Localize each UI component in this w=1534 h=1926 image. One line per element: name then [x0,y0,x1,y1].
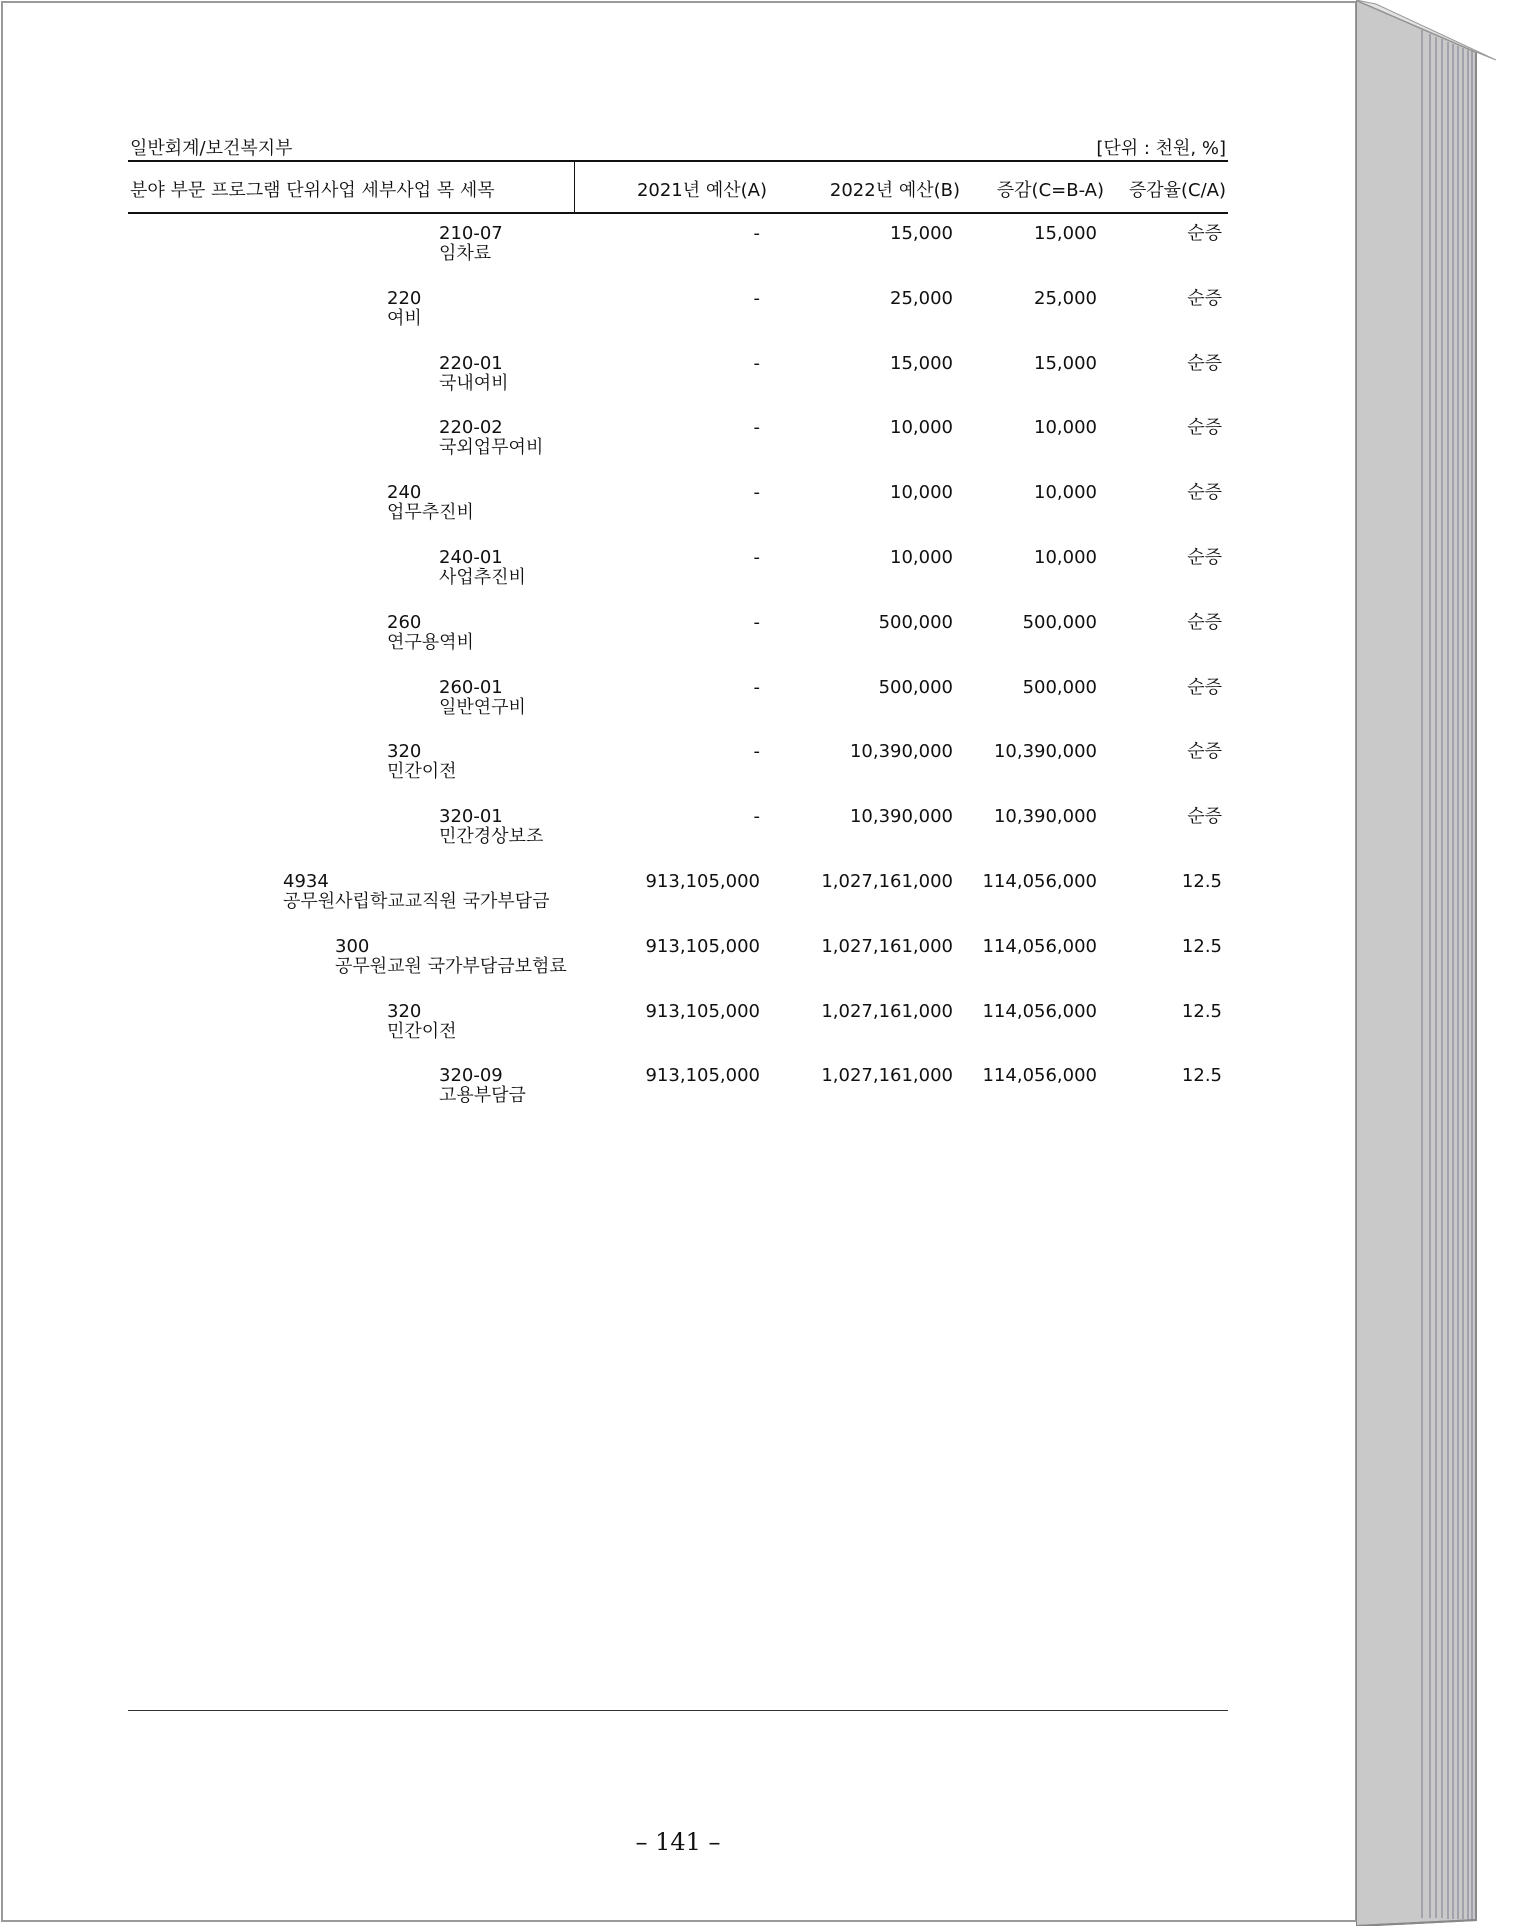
row-name: 사업추진비 [439,567,526,588]
row-name: 연구용역비 [387,631,474,653]
row-name: 공무원사립학교교직원 국가부담금 [283,891,550,912]
table-row [128,668,1228,732]
row-budget-2021: - [753,482,760,504]
row-budget-2022: 10,000 [890,417,953,439]
row-budget-2022: 10,390,000 [849,806,953,828]
budget-table [128,130,1228,1714]
row-name: 민간경상보조 [439,826,544,848]
row-change: 15,000 [1034,223,1097,244]
row-budget-2021: - [753,676,760,698]
row-name: 임차료 [439,243,492,264]
account-label: 일반회계/보건복지부 [130,138,293,159]
row-budget-2021: - [753,223,760,244]
table-body [128,214,1228,1714]
row-change-rate: 12.5 [1181,1065,1222,1087]
row-name: 국외업무여비 [439,437,544,459]
row-budget-2021: - [753,611,760,633]
row-code: 240-01 [439,547,503,568]
row-budget-2022: 15,000 [890,223,953,244]
table-row [128,603,1228,667]
footer-rule [128,1710,1228,1711]
row-budget-2022: 15,000 [890,352,953,374]
row-change: 10,000 [1034,417,1097,439]
table-row [128,927,1228,991]
row-change-rate: 12.5 [1181,871,1222,892]
row-code: 320-09 [439,1065,503,1087]
row-code: 220-01 [439,352,503,374]
row-change: 114,056,000 [982,871,1097,892]
page-number: – 141 – [635,1828,721,1856]
row-budget-2022: 10,390,000 [849,741,953,763]
row-change: 15,000 [1034,352,1097,374]
row-change-rate: 순증 [1187,352,1222,374]
table-row [128,992,1228,1056]
table-row [128,279,1228,343]
row-name: 업무추진비 [387,502,474,524]
row-change-rate: 순증 [1187,741,1222,763]
row-budget-2021: - [753,741,760,763]
row-change-rate: 순증 [1187,287,1222,309]
row-change: 10,000 [1034,547,1097,568]
book-page-edges [1356,0,1534,1926]
row-change: 500,000 [1022,611,1097,633]
row-change: 25,000 [1034,287,1097,309]
row-budget-2022: 500,000 [878,676,953,698]
row-code: 260 [387,611,422,633]
row-budget-2022: 1,027,161,000 [821,871,953,892]
row-change-rate: 12.5 [1181,935,1222,957]
row-code: 220-02 [439,417,503,439]
row-budget-2022: 1,027,161,000 [821,1065,953,1087]
header-budget-2021: 2021년 예산(A) [636,180,767,201]
header-divider [574,162,575,212]
row-change: 10,390,000 [993,741,1097,763]
row-name: 일반연구비 [439,696,526,718]
row-budget-2021: - [753,287,760,309]
row-budget-2021: - [753,547,760,568]
row-code: 300 [335,935,370,957]
row-budget-2022: 500,000 [878,611,953,633]
row-change: 500,000 [1022,676,1097,698]
row-name: 국내여비 [439,372,509,394]
row-change-rate: 12.5 [1181,1000,1222,1022]
table-row [128,214,1228,278]
row-budget-2021: 913,105,000 [645,935,760,957]
table-row [128,473,1228,537]
row-name: 공무원교원 국가부담금보험료 [335,955,567,977]
row-code: 320-01 [439,806,503,828]
unit-label: [단위 : 천원, %] [1096,138,1226,159]
row-change: 10,390,000 [993,806,1097,828]
row-name: 민간이전 [387,1020,457,1042]
row-code: 4934 [283,871,329,892]
row-code: 210-07 [439,223,503,244]
row-name: 여비 [387,307,422,329]
table-row [128,797,1228,861]
row-budget-2021: - [753,352,760,374]
row-change-rate: 순증 [1187,806,1222,828]
row-code: 220 [387,287,422,309]
table-caption [128,130,1228,160]
header-budget-2022: 2022년 예산(B) [829,180,960,201]
row-budget-2021: 913,105,000 [645,1065,760,1087]
table-row [128,862,1228,926]
row-code: 320 [387,741,422,763]
header-change-rate: 증감율(C/A) [1128,180,1226,201]
header-category: 분야 부문 프로그램 단위사업 세부사업 목 세목 [130,180,495,201]
row-budget-2022: 10,000 [890,482,953,504]
table-row [128,732,1228,796]
row-name: 고용부담금 [439,1085,526,1107]
table-header [128,162,1228,212]
row-budget-2022: 25,000 [890,287,953,309]
row-code: 260-01 [439,676,503,698]
row-budget-2021: 913,105,000 [645,1000,760,1022]
row-change-rate: 순증 [1187,223,1222,244]
row-budget-2021: - [753,806,760,828]
row-change-rate: 순증 [1187,417,1222,439]
row-change-rate: 순증 [1187,482,1222,504]
row-name: 민간이전 [387,761,457,783]
row-change-rate: 순증 [1187,547,1222,568]
row-change-rate: 순증 [1187,611,1222,633]
table-row [128,1056,1228,1120]
header-change: 증감(C=B-A) [996,180,1104,201]
row-code: 240 [387,482,422,504]
row-budget-2021: 913,105,000 [645,871,760,892]
row-change-rate: 순증 [1187,676,1222,698]
row-code: 320 [387,1000,422,1022]
row-budget-2022: 1,027,161,000 [821,1000,953,1022]
row-budget-2022: 1,027,161,000 [821,935,953,957]
row-change: 114,056,000 [982,1065,1097,1087]
table-row [128,344,1228,408]
row-change: 10,000 [1034,482,1097,504]
row-change: 114,056,000 [982,1000,1097,1022]
row-budget-2022: 10,000 [890,547,953,568]
table-row [128,408,1228,472]
table-row [128,538,1228,602]
row-change: 114,056,000 [982,935,1097,957]
row-budget-2021: - [753,417,760,439]
